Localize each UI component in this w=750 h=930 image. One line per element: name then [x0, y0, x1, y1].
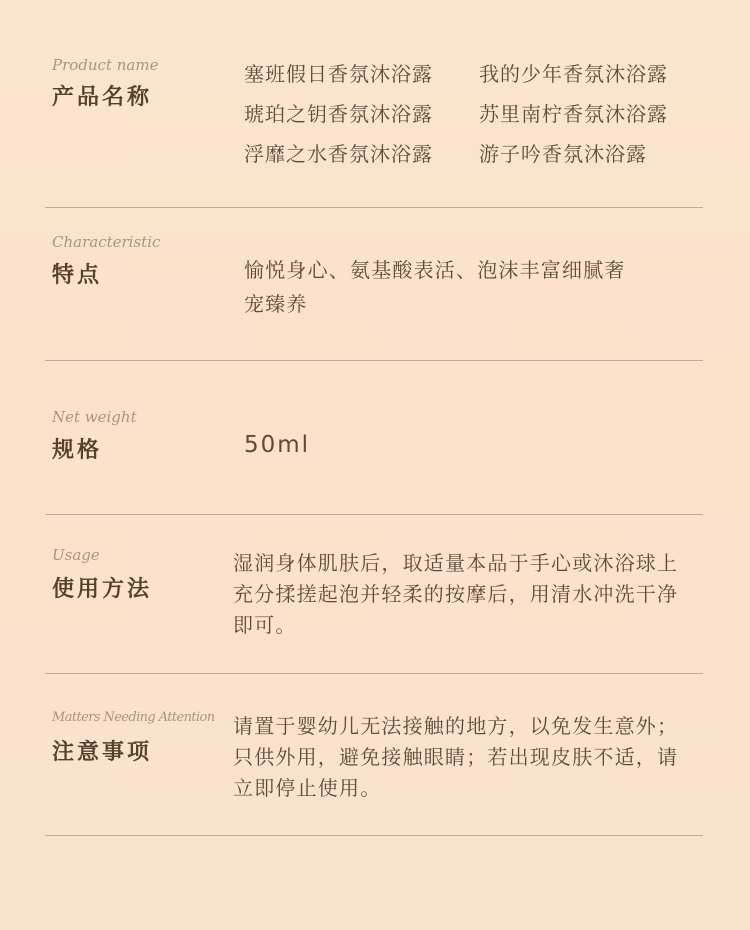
product-name-item: 浮靡之水香氛沐浴露 — [244, 142, 433, 166]
product-name-section — [45, 54, 703, 174]
attention-cn-label: 注意事项 — [52, 740, 153, 765]
product-name-item: 琥珀之钥香氛沐浴露 — [244, 102, 433, 126]
attention-section — [45, 708, 703, 808]
usage-line: 即可。 — [233, 613, 297, 637]
characteristic-line: 愉悦身心、氨基酸表活、泡沫丰富细腻奢 — [244, 258, 626, 282]
section-divider — [45, 835, 703, 836]
product-name-item: 塞班假日香氛沐浴露 — [244, 62, 433, 86]
product-name-cn-label: 产品名称 — [52, 85, 153, 110]
section-divider — [45, 514, 703, 515]
usage-line: 充分揉搓起泡并轻柔的按摩后，用清水冲洗干净 — [233, 582, 679, 606]
product-name-item: 我的少年香氛沐浴露 — [479, 62, 668, 86]
product-name-en-label: Product name — [52, 56, 159, 74]
net-weight-cn-label: 规格 — [52, 438, 103, 463]
section-divider — [45, 207, 703, 208]
characteristic-line: 宠臻养 — [244, 292, 308, 316]
attention-line: 只供外用，避免接触眼睛；若出现皮肤不适，请 — [233, 745, 679, 769]
usage-section — [45, 545, 703, 645]
attention-en-label: Matters Needing Attention — [52, 710, 215, 725]
net-weight-section — [45, 406, 703, 466]
attention-line: 请置于婴幼儿无法接触的地方，以免发生意外； — [233, 714, 679, 738]
characteristic-cn-label: 特点 — [52, 263, 103, 288]
net-weight-value: 50ml — [244, 432, 311, 458]
attention-line: 立即停止使用。 — [233, 776, 382, 800]
usage-cn-label: 使用方法 — [52, 577, 153, 602]
usage-en-label: Usage — [52, 546, 100, 564]
section-divider — [45, 360, 703, 361]
product-name-item: 游子吟香氛沐浴露 — [479, 142, 647, 166]
characteristic-en-label: Characteristic — [52, 233, 161, 251]
usage-line: 湿润身体肌肤后，取适量本品于手心或沐浴球上 — [233, 551, 679, 575]
characteristic-section — [45, 231, 703, 331]
product-name-item: 苏里南柠香氛沐浴露 — [479, 102, 668, 126]
section-divider — [45, 673, 703, 674]
net-weight-en-label: Net weight — [52, 408, 137, 426]
